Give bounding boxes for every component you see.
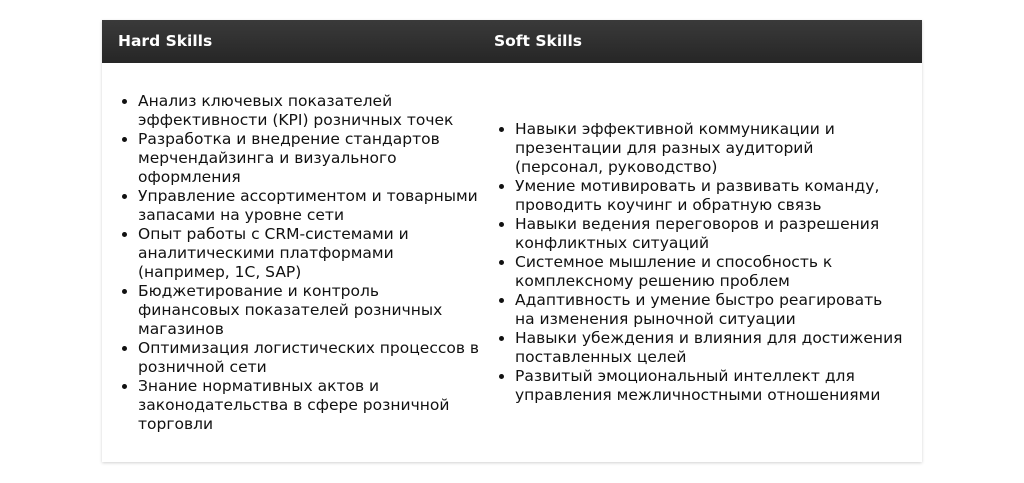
list-item: • Навыки убеждения и влияния для достижения поставленных целей xyxy=(515,329,904,367)
header-soft-skills: Soft Skills xyxy=(494,32,582,50)
table-header xyxy=(102,20,922,63)
list-item: • Управление ассортиментом и товарными запасами на уровне сети xyxy=(138,187,480,225)
list-item: • Умение мотивировать и развивать команду, проводить коучинг и обратную связь xyxy=(515,177,904,215)
list-item: • Системное мышление и способность к комплексному решению проблем xyxy=(515,253,904,291)
hard-skills-column xyxy=(117,63,480,462)
list-item: • Развитый эмоциональный интеллект для управления межличностными отношениями xyxy=(515,367,904,405)
list-item: • Оптимизация логистических процессов в розничной сети xyxy=(138,339,480,377)
hard-skills-list xyxy=(117,92,480,434)
list-item: • Навыки ведения переговоров и разрешения конфликтных ситуаций xyxy=(515,215,904,253)
list-item: • Анализ ключевых показателей эффективности (KPI) розничных точек xyxy=(138,92,480,130)
soft-skills-list xyxy=(494,120,904,405)
skills-table xyxy=(102,20,922,462)
soft-skills-column xyxy=(494,63,904,462)
list-item: • Разработка и внедрение стандартов мерчендайзинга и визуального оформления xyxy=(138,130,480,187)
list-item: • Бюджетирование и контроль финансовых показателей розничных магазинов xyxy=(138,282,480,339)
list-item: • Опыт работы с CRM-системами и аналитическими платформами (например, 1С, SAP) xyxy=(138,225,480,282)
list-item: • Знание нормативных актов и законодательства в сфере розничной торговли xyxy=(138,377,480,434)
list-item: • Адаптивность и умение быстро реагировать на изменения рыночной ситуации xyxy=(515,291,904,329)
list-item: • Навыки эффективной коммуникации и презентации для разных аудиторий (персонал, руководство) xyxy=(515,120,904,177)
header-hard-skills: Hard Skills xyxy=(118,32,213,50)
